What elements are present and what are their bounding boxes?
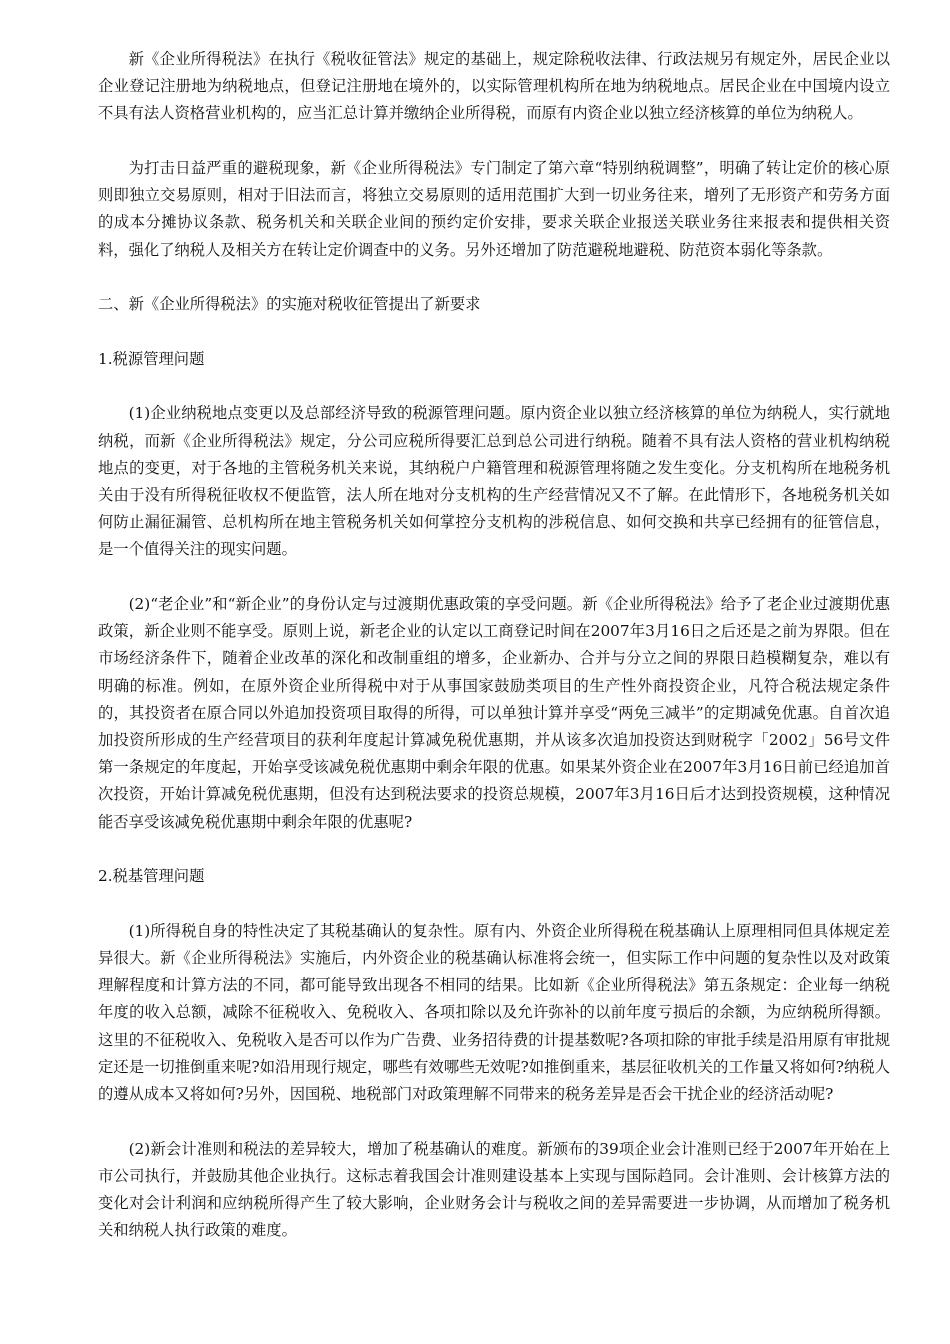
paragraph-accounting-standards: (2)新会计准则和税法的差异较大，增加了税基确认的难度。新颁布的39项企业会计准则已经于2007年开始在上市公司执行，并鼓励其他企业执行。这标志着我国会计准则建设基本上实现与国际趋同。会计准则、会计核算方法的变化对会计利润和应纳税所得产生了较大影响，企业财务会计与税收之间的差异需要进一步协调，从而增加了税务机关和纳税人执行政策的难度。 (98, 1139, 890, 1240)
section-heading-new-requirements: 二、新《企业所得税法》的实施对税收征管提出了新要求 (98, 295, 481, 314)
subheading-tax-base-management: 2.税基管理问题 (98, 867, 205, 886)
document-body (98, 46, 890, 1272)
paragraph-tax-base-complexity: (1)所得税自身的特性决定了其税基确认的复杂性。原有内、外资企业所得税在税基确认上原理相同但具体规定差异很大。新《企业所得税法》实施后，内外资企业的税基确认标准将会统一，但实际工作中问题的复杂性以及对政策理解程度和计算方法的不同，都可能导致出现各不相同的结果。比如新《企业所得税法》第五条规定：企业每一纳税年度的收入总额，减除不征税收入、免税收入、各项扣除以及允许弥补的以前年度亏损后的余额，为应纳税所得额。这里的不征税收入、免税收入是否可以作为广告费、业务招待费的计提基数呢?各项扣除的审批手续是沿用原有审批规定还是一切推倒重来呢?如沿用现行规定，哪些有效哪些无效呢?如推倒重来，基层征收机关的工作量又将如何?纳税人的遵从成本又将如何?另外，因国税、地税部门对政策理解不同带来的税务差异是否会干扰企业的经济活动呢? (98, 921, 890, 1104)
subheading-tax-source-management: 1.税源管理问题 (98, 349, 205, 368)
paragraph-anti-avoidance: 为打击日益严重的避税现象，新《企业所得税法》专门制定了第六章“特别纳税调整”，明确了转让定价的核心原则即独立交易原则，相对于旧法而言，将独立交易原则的适用范围扩大到一切业务往来，增列了无形资产和劳务方面的成本分摊协议条款、税务机关和关联企业间的预约定价安排，要求关联企业报送关联业务往来报表和提供相关资料，强化了纳税人及相关方在转让定价调查中的义务。另外还增加了防范避税地避税、防范资本弱化等条款。 (98, 159, 890, 259)
paragraph-residence-taxpayer: 新《企业所得税法》在执行《税收征管法》规定的基础上，规定除税收法律、行政法规另有规定外，居民企业以企业登记注册地为纳税地点，但登记注册地在境外的，以实际管理机构所在地为纳税地点。居民企业在中国境内设立不具有法人资格营业机构的，应当汇总计算并缴纳企业所得税，而原有内资企业以独立经济核算的单位为纳税人。 (98, 50, 890, 123)
paragraph-old-new-enterprise: (2)“老企业”和“新企业”的身份认定与过渡期优惠政策的享受问题。新《企业所得税法》给予了老企业过渡期优惠政策，新企业则不能享受。原则上说，新老企业的认定以工商登记时间在2007年3月16日之后还是之前为界限。但在市场经济条件下，随着企业改革的深化和改制重组的增多，企业新办、合并与分立之间的界限日趋模糊复杂，难以有明确的标准。例如，在原外资企业所得税中对于从事国家鼓励类项目的生产性外商投资企业，凡符合税法规定条件的，其投资者在原合同以外追加投资项目取得的所得，可以单独计算并享受“两免三减半”的定期减免优惠。自首次追加投资所形成的生产经营项目的获利年度起计算减免税优惠期，并从该多次追加投资达到财税字「2002」56号文件第一条规定的年度起，开始享受该减免税优惠期中剩余年限的优惠。如果某外资企业在2007年3月16日前已经追加首次投资，开始计算减免税优惠期，但没有达到税法要求的投资总规模，2007年3月16日后才达到投资规模，这种情况能否享受该减免税优惠期中剩余年限的优惠呢? (98, 595, 890, 831)
paragraph-tax-location-change: (1)企业纳税地点变更以及总部经济导致的税源管理问题。原内资企业以独立经济核算的单位为纳税人，实行就地纳税，而新《企业所得税法》规定，分公司应税所得要汇总到总公司进行纳税。随着不具有法人资格的营业机构纳税地点的变更，对于各地的主管税务机关来说，其纳税户户籍管理和税源管理将随之发生变化。分支机构所在地税务机关由于没有所得税征收权不便监管，法人所在地对分支机构的生产经营情况又不了解。在此情形下，各地税务机关如何防止漏征漏管、总机构所在地主管税务机关如何掌控分支机构的涉税信息、如何交换和共享已经拥有的征管信息，是一个值得关注的现实问题。 (98, 404, 890, 559)
